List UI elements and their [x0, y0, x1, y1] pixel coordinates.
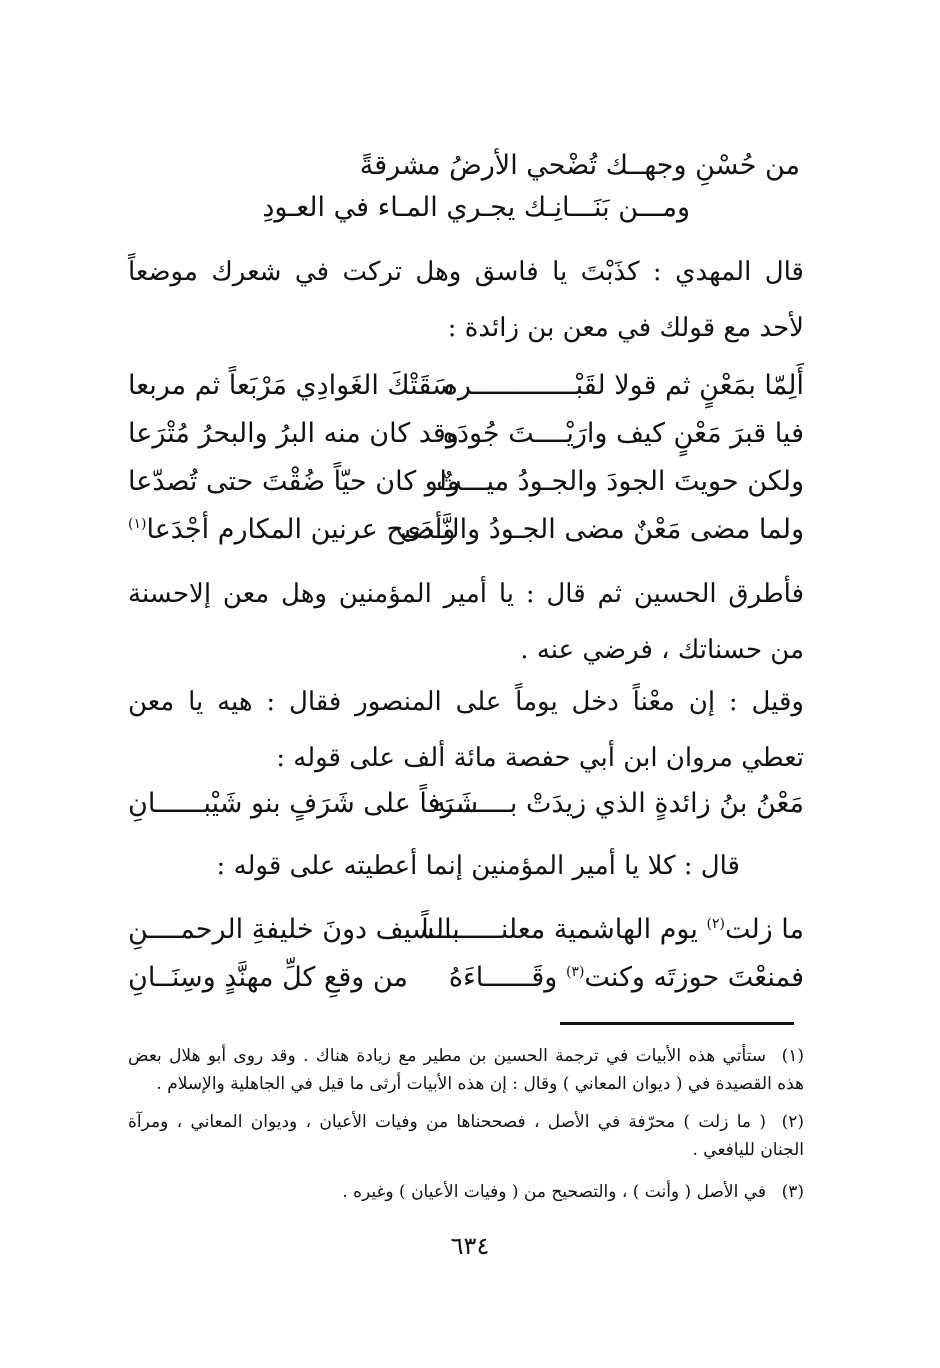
poem1-couplet-3 [128, 460, 804, 504]
footnote-3-number: (٣) [781, 1182, 804, 1202]
poem3-couplet-2-text-b: وقَــــــاءَهُ [448, 962, 566, 993]
poem3-couplet-2-text-a: فمنعْتَ حوزتَه وكنت [584, 962, 804, 993]
poem1-couplet-2-first-hemistich: فيا قبرَ مَعْنٍ كيف وارَيْــــتَ جُودَه [442, 418, 804, 449]
poem1-couplet-4-second-hemistich [128, 508, 455, 552]
poem1-couplet-2 [128, 412, 804, 456]
poem1-couplet-1-second-hemistich: سَقَتْكَ الغَوادِي مَرْبَعاً ثم مربعا [128, 370, 455, 401]
footnote-separator [560, 1022, 794, 1025]
paragraph-mansur: وقيل : إن معْناً دخل يوماً على المنصور فقال : هيه يا معن تعطي مروان ابن أبي حفصة مائة ألف على قوله : [128, 687, 804, 773]
footnote-ref-2: (٢) [706, 916, 725, 932]
opening-verse-line-1: من حُسْنِ وجهــك تُضْحي الأرضُ مشرقةً [359, 150, 800, 181]
poem3-couplet-1-text-b: يوم الهاشمية معلنـــــــــاً [421, 914, 707, 945]
footnote-2-text: ( ما زلت ) محرّفة في الأصل ، فصححناها من وفيات الأعيان ، وديوان المعاني ، ومرآة الجنان لليافعي . [128, 1112, 804, 1160]
paragraph-answer: قال : كلا يا أمير المؤمنين إنما أعطيته على قوله : [216, 851, 740, 881]
poem1-couplet-4-second-text: وأصبح عرنين المكارم أجْدَعا [146, 514, 456, 545]
page-number: ٦٣٤ [450, 1232, 490, 1260]
poem2-couplet-1 [128, 782, 804, 826]
opening-verse-line-2: ومـــن بَنَـــانِـك يجـري المـاء في العـودِ [262, 192, 690, 223]
footnote-3 [128, 1178, 804, 1206]
footnote-2-number: (٢) [781, 1112, 804, 1132]
poem1-couplet-4 [128, 508, 804, 552]
poem3-couplet-1-second-hemistich: بالسيف دونَ خليفةِ الرحمــــنِ [128, 914, 460, 945]
poem1-couplet-1-first-hemistich: أَلِمّا بمَعْنٍ ثم قولا لقَبْـــــــــــــره [443, 370, 804, 401]
paragraph-mahdi: قال المهدي : كذَبْتَ يا فاسق وهل تركت في شعرك موضعاً لأحد مع قولك في معن بن زائدة : [128, 257, 804, 343]
poem2-couplet-1-second-hemistich: شَرَفاً على شَرَفٍ بنو شَيْبــــــانِ [128, 788, 479, 819]
poem1-couplet-1 [128, 364, 804, 408]
footnote-1 [128, 1042, 804, 1098]
poem3-couplet-2-first-hemistich [449, 956, 804, 1000]
poem3-couplet-1-text-a: ما زلت [724, 914, 804, 945]
poem3-couplet-2-second-hemistich: من وقعِ كلِّ مهنَّدٍ وسِنَــانِ [128, 962, 408, 993]
poem1-couplet-3-first-hemistich: ولكن حويتَ الجودَ والجـودُ ميـــتٌ [436, 466, 804, 497]
poem3-couplet-2 [128, 956, 804, 1000]
poem3-couplet-1-first-hemistich [421, 908, 804, 952]
poem1-couplet-4-first-hemistich: ولما مضى مَعْنٌ مضى الجـودُ والنَّـدَى [400, 514, 804, 545]
poem3-couplet-1 [128, 908, 804, 952]
poem2-couplet-1-first-hemistich: مَعْنُ بنُ زائدةٍ الذي زيدَتْ بــــــــه [432, 788, 804, 819]
paragraph-husayn: فأطرق الحسين ثم قال : يا أمير المؤمنين وهل معن إلاحسنة من حسناتك ، فرضي عنه . [128, 579, 804, 665]
footnote-1-number: (١) [781, 1046, 804, 1066]
poem1-couplet-3-second-hemistich: ولو كان حيّاً ضُقْتَ حتى تُصدّعا [128, 466, 460, 497]
poem1-couplet-2-second-hemistich: وقد كان منه البرُ والبحرُ مُتْرَعا [128, 418, 459, 449]
footnote-ref-1: (١) [128, 516, 147, 532]
footnote-2 [128, 1108, 804, 1164]
footnote-1-text: ستأتي هذه الأبيات في ترجمة الحسين بن مطير مع زيادة هناك . وقد روى أبو هلال بعض هذه القصيدة في ( ديوان المعاني ) وقال : إن هذه الأبيات أرثى ما قيل في الجاهلية والإسلام . [128, 1046, 804, 1094]
footnote-ref-3: (٣) [565, 964, 585, 980]
footnote-3-text: في الأصل ( وأنت ) ، والتصحيح من ( وفيات الأعيان ) وغيره . [342, 1182, 766, 1202]
